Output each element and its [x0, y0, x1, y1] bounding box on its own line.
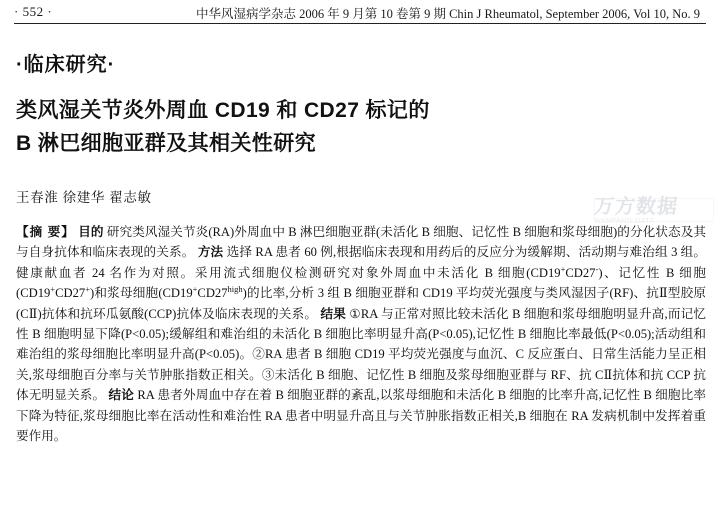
- methods-sup-2: -: [595, 263, 599, 274]
- objective-text: 研究类风湿关节炎(RA)外周血中 B 淋巴细胞亚群(未活化 B 细胞、记忆性 B 细胞和浆母细胞)的分化状态及其与自身抗体和临床表现的关系。: [16, 225, 706, 260]
- article-title-line-2: B 淋巴细胞亚群及其相关性研究: [16, 131, 316, 155]
- journal-citation-line: 中华风湿病学杂志 2006 年 9 月第 10 卷第 9 期 Chin J Rheumatol, September 2006, Vol 10, No. 9: [195, 7, 700, 21]
- conclusion-text: RA 患者外周血中存在着 B 细胞亚群的紊乱,以浆母细胞和未活化 B 细胞的比率升高,记忆性 B 细胞比率下降为特征,浆母细胞比率在活动性和难治性 RA 患者中明显升高且与关节肿胀指数正相关,B 细胞在 RA 发病机制中发挥着重要作用。: [16, 388, 707, 443]
- article-title: [16, 95, 676, 160]
- header-rule: [14, 23, 706, 24]
- conclusion-label: 结论: [108, 388, 135, 403]
- results-text: ①RA 与正常对照比较未活化 B 细胞和浆母细胞明显升高,而记忆性 B 细胞明显下降(P<0.05);缓解组和难治组的未活化 B 细胞比率明显升高(P<0.05),记忆性 B 细胞比率最低(P<0.05);活动组和难治组的浆母细胞比率明显升高(P<0.05)。②RA 患者 B 细胞 CD19 平均荧光强度与血沉、C 反应蛋白、日常生活能力呈正相关,浆母细胞百分率与关节肿胀指数正相关。③未活化 B 细胞、记忆性 B 细胞及浆母细胞亚群与 RF、抗 CⅡ抗体和抗 CCP 抗体无明显关系。: [16, 306, 706, 403]
- methods-sup-6: high: [227, 284, 243, 295]
- page-folio: · 552 ·: [14, 4, 53, 19]
- methods-text-4: CD27: [55, 286, 86, 301]
- methods-text-3: )、记忆性 B 细胞(CD19: [16, 265, 706, 301]
- methods-text-6: CD27: [197, 286, 228, 301]
- abstract-block: [16, 222, 706, 446]
- methods-sup-1: +: [560, 263, 566, 274]
- objective-label: 目的: [78, 225, 104, 240]
- watermark-text: 万方数据: [592, 196, 680, 218]
- methods-sup-3: +: [50, 284, 56, 295]
- methods-text-5: )和浆母细胞(CD19: [89, 286, 193, 301]
- running-head: [0, 0, 720, 26]
- methods-label: 方法: [197, 245, 224, 260]
- methods-text-7: )的比率,分析 3 组 B 细胞亚群和 CD19 平均荧光强度与类风湿因子(RF)、抗Ⅱ型胶原(CⅡ)抗体和抗环瓜氨酸(CCP)抗体及临床表现的关系。: [16, 286, 706, 321]
- abstract-label: 【摘 要】: [16, 225, 75, 240]
- methods-text-2: CD27: [565, 265, 596, 280]
- article-title-line-1: 类风湿关节炎外周血 CD19 和 CD27 标记的: [16, 99, 430, 122]
- methods-sup-5: +: [192, 284, 198, 295]
- results-label: 结果: [320, 306, 347, 321]
- author-list: 王春淮 徐建华 翟志敏: [16, 190, 152, 206]
- methods-text-1: 选择 RA 患者 60 例,根据临床表现和用药后的反应分为缓解期、活动期与难治组 3 组。健康献血者 24 名作为对照。采用流式细胞仪检测研究对象外周血中未活化 B 细胞(CD19: [16, 245, 707, 280]
- section-marker: ·临床研究·: [16, 54, 116, 76]
- methods-sup-4: +: [85, 284, 90, 295]
- watermark-subtext: WANFANG DATA: [594, 218, 655, 225]
